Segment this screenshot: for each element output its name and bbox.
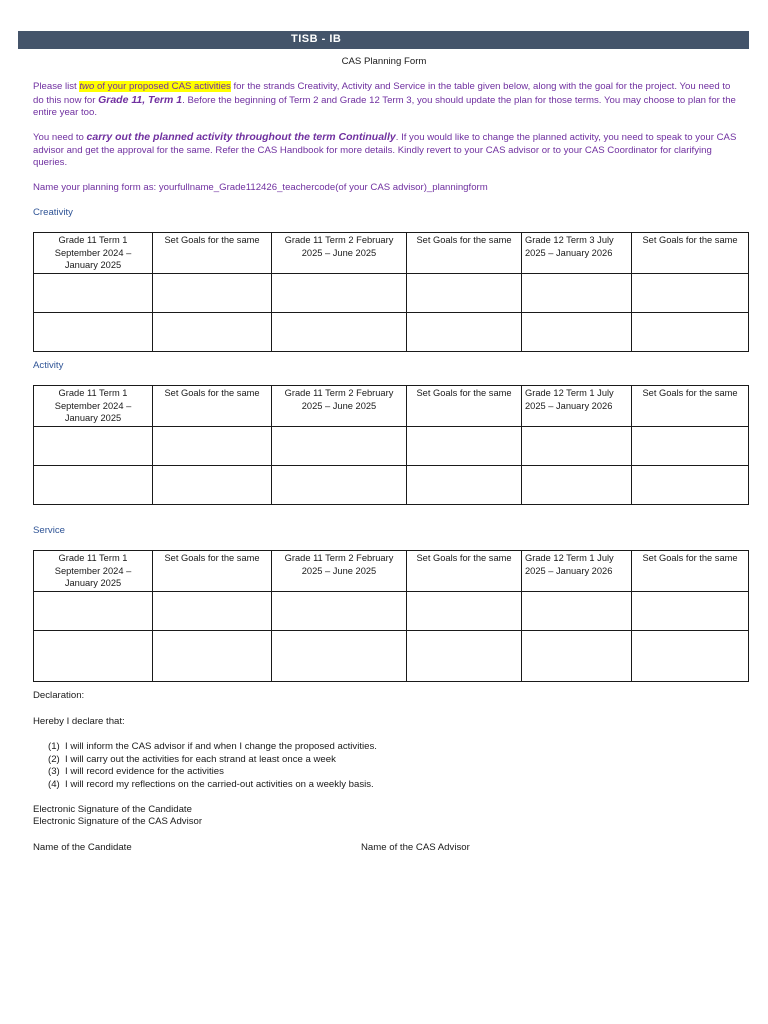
entry-cell[interactable] [153,630,272,681]
entry-cell[interactable] [272,591,407,630]
signature-candidate-label: Electronic Signature of the Candidate [33,804,192,815]
header-cell: Set Goals for the same [632,551,749,592]
entry-cell[interactable] [522,465,632,504]
entry-cell[interactable] [407,273,522,312]
list-item [48,766,377,779]
entry-cell[interactable] [34,591,153,630]
header-cell: Grade 12 Term 1 July 2025 – January 2026 [522,386,632,427]
service-table [33,550,749,682]
creativity-table [33,232,749,352]
entry-cell[interactable] [632,273,749,312]
entry-cell[interactable] [522,312,632,351]
header-cell: Set Goals for the same [632,233,749,274]
entry-cell[interactable] [522,426,632,465]
entry-cell[interactable] [34,273,153,312]
entry-cell[interactable] [272,273,407,312]
entry-cell[interactable] [522,273,632,312]
header-cell: Set Goals for the same [407,233,522,274]
section-heading-activity: Activity [33,360,64,371]
header-cell: Set Goals for the same [407,551,522,592]
header-cell: Grade 11 Term 2 February 2025 – June 2025 [272,386,407,427]
list-item-text: I will inform the CAS advisor if and when I change the proposed activities. [65,741,377,752]
table-row [34,273,749,312]
list-item-text: I will record my reflections on the carried-out activities on a weekly basis. [65,778,374,790]
entry-cell[interactable] [407,591,522,630]
entry-cell[interactable] [407,426,522,465]
section-heading-creativity: Creativity [33,207,73,218]
form-title: CAS Planning Form [341,56,427,67]
entry-cell[interactable] [632,312,749,351]
activity-table [33,385,749,505]
list-item [48,741,377,754]
intro-p1-c: . Before the beginning of Term 2 and Grade 12 Term 3, you should update the plan for those terms. You may choose to plan for the entire year too. [33,94,736,118]
section-heading-service: Service [33,525,65,536]
entry-cell[interactable] [407,465,522,504]
header-cell: Grade 12 Term 1 July 2025 – January 2026 [522,551,632,592]
declaration-list [48,741,377,791]
entry-cell[interactable] [153,591,272,630]
entry-cell[interactable] [632,591,749,630]
intro-paragraph-2 [33,131,743,170]
list-item-number: (1) [48,741,60,752]
list-item-number: (2) [48,753,60,765]
entry-cell[interactable] [272,426,407,465]
candidate-name-label: Name of the Candidate [33,842,132,853]
entry-cell[interactable] [407,630,522,681]
declaration-intro: Hereby I declare that: [33,716,125,727]
header-bar [18,31,749,49]
header-cell: Grade 11 Term 1 September 2024 – January 2025 [34,233,153,274]
entry-cell[interactable] [34,426,153,465]
header-cell: Grade 12 Term 3 July 2025 – January 2026 [522,233,632,274]
intro-p1-a: Please list [33,81,80,92]
entry-cell[interactable] [522,591,632,630]
list-item [48,779,377,792]
header-cell: Grade 11 Term 2 February 2025 – June 2025 [272,233,407,274]
intro-p1-highlight [79,81,230,92]
entry-cell[interactable] [34,630,153,681]
header-cell: Grade 11 Term 1 September 2024 – January 2025 [34,386,153,427]
intro-p2-b: . If you would like to change the planned activity, you need to speak to your CAS advisor and get the approval for the same. Refer the CAS Handbook for more details. Kindly revert to your CAS advisor or to your CAS Coordinator for clarifying queries. [33,132,737,168]
table-row [34,591,749,630]
intro-p1-bold: Grade 11, Term 1 [98,93,183,106]
list-item [48,754,377,767]
advisor-name-label: Name of the CAS Advisor [361,842,470,853]
list-item-number: (4) [48,778,60,790]
entry-cell[interactable] [272,312,407,351]
intro-p1-b: for the strands Creativity, Activity and Service in the table given below, along with the goal for the project. You need to do this now for [33,81,731,106]
entry-cell[interactable] [632,630,749,681]
table-row [34,426,749,465]
intro-paragraph-1 [33,81,743,120]
entry-cell[interactable] [272,630,407,681]
header-cell: Set Goals for the same [153,386,272,427]
entry-cell[interactable] [632,426,749,465]
intro-paragraph-3: Name your planning form as: yourfullname_Grade112426_teachercode(of your CAS advisor)_planningform [33,182,488,193]
header-cell: Set Goals for the same [407,386,522,427]
entry-cell[interactable] [153,312,272,351]
entry-cell[interactable] [153,426,272,465]
header-cell: Set Goals for the same [153,551,272,592]
intro-p1-hl: of your proposed CAS activities [94,81,231,92]
header-cell: Grade 11 Term 1 September 2024 – January 2025 [34,551,153,592]
entry-cell[interactable] [34,465,153,504]
list-item-text: I will record evidence for the activities [65,766,224,777]
entry-cell[interactable] [153,273,272,312]
intro-p2-a: You need to [33,132,87,143]
intro-p1-hl-italic: two [79,81,95,92]
table-header-row [34,233,749,274]
intro-p2-bold: carry out the planned activity throughout the term Continually [86,131,396,143]
table-row [34,312,749,351]
table-row [34,465,749,504]
table-row [34,630,749,681]
header-cell: Set Goals for the same [153,233,272,274]
entry-cell[interactable] [153,465,272,504]
entry-cell[interactable] [522,630,632,681]
declaration-label: Declaration: [33,690,85,701]
table-header-row [34,551,749,592]
header-cell: Set Goals for the same [632,386,749,427]
header-cell: Grade 11 Term 2 February 2025 – June 2025 [272,551,407,592]
header-title: TISB - IB [291,33,342,45]
signature-advisor-label: Electronic Signature of the CAS Advisor [33,816,203,827]
list-item-text: I will carry out the activities for each strand at least once a week [65,753,336,765]
entry-cell[interactable] [632,465,749,504]
table-header-row [34,386,749,427]
list-item-number: (3) [48,766,60,777]
entry-cell[interactable] [272,465,407,504]
entry-cell[interactable] [34,312,153,351]
entry-cell[interactable] [407,312,522,351]
